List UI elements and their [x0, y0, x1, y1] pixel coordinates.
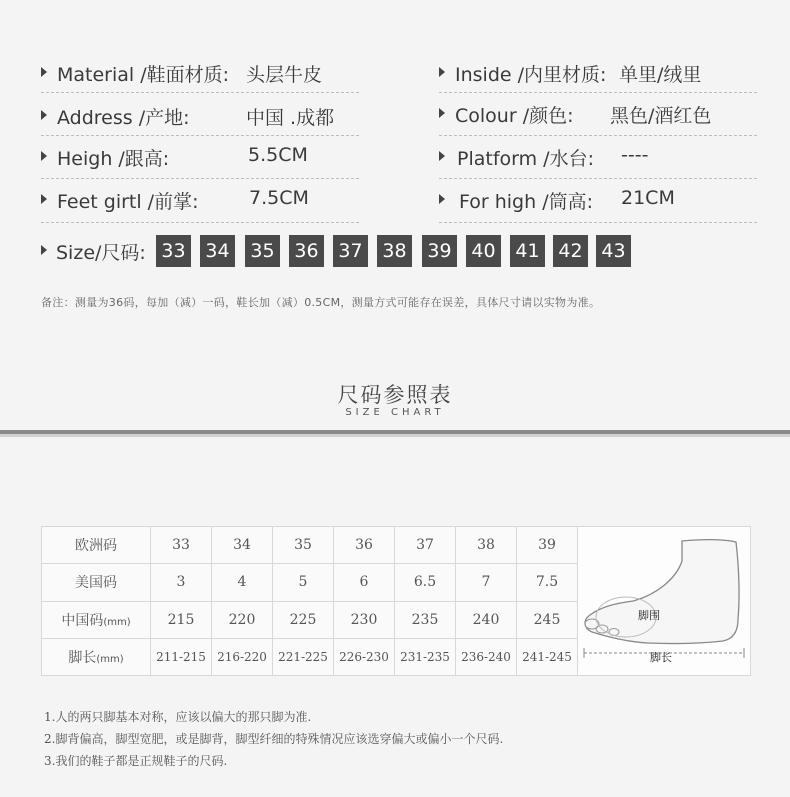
- table-cell: 6: [334, 564, 395, 601]
- table-cell: 3: [151, 564, 212, 601]
- remark-item: 2.脚背偏高，脚型宽肥，或是脚背，脚型纤细的特殊情况应该选穿偏大或偏小一个尺码.: [44, 732, 504, 746]
- size-option[interactable]: 34: [200, 235, 235, 267]
- spec-label: Colour /颜色:: [455, 105, 574, 127]
- row-header-text: 中国码: [61, 612, 104, 629]
- table-cell: 6.5: [395, 564, 456, 601]
- spec-label: Material /鞋面材质:: [57, 64, 230, 86]
- table-cell: 39: [517, 527, 578, 564]
- spec-value: 中国 .成都: [246, 107, 335, 129]
- table-cell: 35: [273, 527, 334, 564]
- spec-label: Address /产地:: [57, 107, 190, 129]
- spec-label: For high /筒高:: [459, 191, 593, 213]
- bullet-arrow-icon: [41, 151, 47, 161]
- spec-value: 黑色/酒红色: [610, 105, 712, 127]
- bullet-arrow-icon: [41, 110, 47, 120]
- remarks-list: [44, 706, 503, 772]
- size-option[interactable]: 43: [596, 235, 631, 267]
- table-cell: 215: [151, 601, 212, 638]
- size-option[interactable]: 42: [553, 235, 588, 267]
- table-cell: 37: [395, 527, 456, 564]
- section-divider-shadow: [0, 434, 790, 437]
- row-header: [42, 601, 151, 638]
- spec-value: 5.5CM: [248, 144, 308, 166]
- table-row: [42, 527, 751, 564]
- table-cell: 236-240: [456, 638, 517, 675]
- bullet-arrow-icon: [41, 194, 47, 204]
- spec-label: Heigh /跟高:: [57, 148, 170, 170]
- row-header-text: 欧洲码: [75, 538, 117, 555]
- table-cell: 226-230: [334, 638, 395, 675]
- divider: [41, 92, 359, 93]
- size-label: Size/尺码:: [56, 242, 146, 264]
- size-option[interactable]: 36: [289, 235, 324, 267]
- table-cell: 211-215: [151, 638, 212, 675]
- table-cell: 245: [517, 601, 578, 638]
- table-cell: 225: [273, 601, 334, 638]
- table-cell: 33: [151, 527, 212, 564]
- spec-value: 单里/绒里: [619, 64, 702, 86]
- table-cell: 241-245: [517, 638, 578, 675]
- size-option[interactable]: 38: [377, 235, 412, 267]
- spec-label: Feet girtl /前掌:: [57, 191, 199, 213]
- spec-value: ----: [621, 144, 649, 166]
- bullet-arrow-icon: [41, 67, 47, 77]
- table-cell: 34: [212, 527, 273, 564]
- girth-label: 脚围: [638, 609, 660, 622]
- table-cell: 231-235: [395, 638, 456, 675]
- bullet-arrow-icon: [41, 245, 47, 255]
- spec-value: 头层牛皮: [246, 64, 323, 86]
- row-header: [42, 527, 151, 564]
- bullet-arrow-icon: [439, 151, 445, 161]
- row-header: [42, 564, 151, 601]
- note-text: 备注：测量为36码，每加（减）一码，鞋长加（减）0.5CM，测量方式可能存在误差，具体尺寸请以实物为准。: [41, 296, 601, 309]
- length-label: 脚长: [650, 651, 672, 664]
- size-option[interactable]: 39: [422, 235, 457, 267]
- size-chart-table: [41, 526, 751, 676]
- size-option[interactable]: 37: [333, 235, 368, 267]
- remark-item: 3.我们的鞋子都是正规鞋子的尺码.: [44, 754, 228, 768]
- divider: [439, 222, 757, 223]
- size-option[interactable]: 40: [466, 235, 501, 267]
- foot-illustration-cell: [578, 527, 751, 676]
- table-cell: 220: [212, 601, 273, 638]
- spec-value: 7.5CM: [249, 187, 309, 209]
- table-cell: 38: [456, 527, 517, 564]
- divider: [439, 135, 757, 136]
- chart-title: 尺码参照表: [337, 383, 453, 407]
- foot-illustration: [578, 527, 750, 675]
- size-option[interactable]: 33: [156, 235, 191, 267]
- table-cell: 221-225: [273, 638, 334, 675]
- divider: [439, 92, 757, 93]
- size-option[interactable]: 35: [245, 235, 280, 267]
- remark-item: 1.人的两只脚基本对称，应该以偏大的那只脚为准.: [44, 710, 312, 724]
- table-cell: 216-220: [212, 638, 273, 675]
- table-cell: 4: [212, 564, 273, 601]
- divider: [439, 178, 757, 179]
- divider: [41, 135, 359, 136]
- table-cell: 7.5: [517, 564, 578, 601]
- table-cell: 36: [334, 527, 395, 564]
- divider: [41, 178, 359, 179]
- bullet-arrow-icon: [439, 108, 445, 118]
- row-header-unit: (mm): [103, 616, 131, 628]
- row-header-unit: (mm): [96, 653, 124, 665]
- size-option[interactable]: 41: [510, 235, 545, 267]
- table-cell: 235: [395, 601, 456, 638]
- table-cell: 240: [456, 601, 517, 638]
- row-header-text: 美国码: [75, 575, 117, 592]
- row-header-text: 脚长: [68, 649, 97, 666]
- chart-subtitle: SIZE CHART: [345, 407, 445, 418]
- spec-label: Platform /水台:: [457, 148, 594, 170]
- table-cell: 230: [334, 601, 395, 638]
- divider: [41, 222, 359, 223]
- bullet-arrow-icon: [439, 67, 445, 77]
- table-cell: 7: [456, 564, 517, 601]
- spec-label: Inside /内里材质:: [455, 64, 607, 86]
- table-cell: 5: [273, 564, 334, 601]
- row-header: [42, 638, 151, 675]
- spec-value: 21CM: [621, 187, 675, 209]
- bullet-arrow-icon: [439, 194, 445, 204]
